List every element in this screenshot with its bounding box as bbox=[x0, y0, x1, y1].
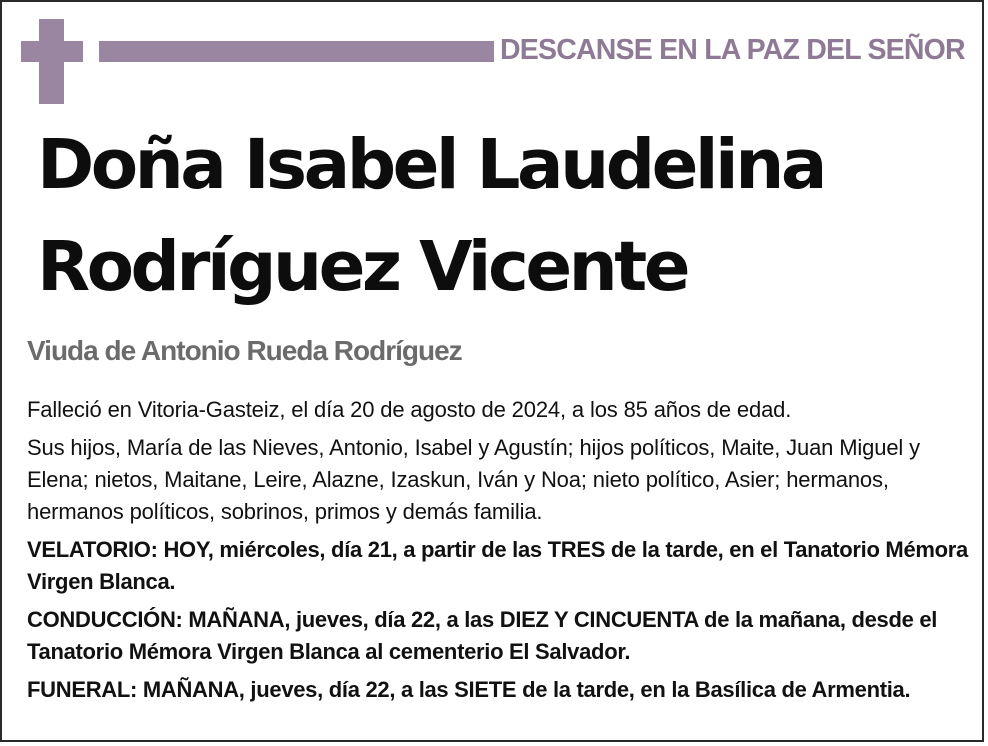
header-rule bbox=[99, 41, 494, 62]
conduccion-paragraph: CONDUCCIÓN: MAÑANA, jueves, día 22, a las DIEZ Y CINCUENTA de la mañana, desde el Tanatorio Mémora Virgen Blanca al cementerio El Salvador. bbox=[27, 607, 938, 664]
deceased-name bbox=[37, 114, 824, 318]
name-line-1: Doña Isabel Laudelina bbox=[37, 125, 824, 205]
header-text: DESCANSE EN LA PAZ DEL SEÑOR bbox=[500, 34, 965, 66]
obituary-body bbox=[27, 394, 977, 712]
family-paragraph: Sus hijos, María de las Nieves, Antonio, Isabel y Agustín; hijos políticos, Maite, Juan Miguel y Elena; nietos, Maitane, Leire, Alazne, Izaskun, Iván y Noa; nieto político, Asier; hermanos, hermanos políticos, sobrinos, primos y demás familia. bbox=[27, 435, 920, 524]
velatorio-paragraph: VELATORIO: HOY, miércoles, día 21, a partir de las TRES de la tarde, en el Tanatorio Mémora Virgen Blanca. bbox=[27, 537, 968, 594]
death-notice-paragraph: Falleció en Vitoria-Gasteiz, el día 20 de agosto de 2024, a los 85 años de edad. bbox=[27, 397, 792, 422]
funeral-paragraph: FUNERAL: MAÑANA, jueves, día 22, a las SIETE de la tarde, en la Basílica de Armentia. bbox=[27, 677, 911, 702]
name-line-2: Rodríguez Vicente bbox=[37, 227, 688, 307]
cross-icon-horizontal bbox=[21, 41, 83, 62]
widow-subtitle: Viuda de Antonio Rueda Rodríguez bbox=[27, 335, 462, 366]
